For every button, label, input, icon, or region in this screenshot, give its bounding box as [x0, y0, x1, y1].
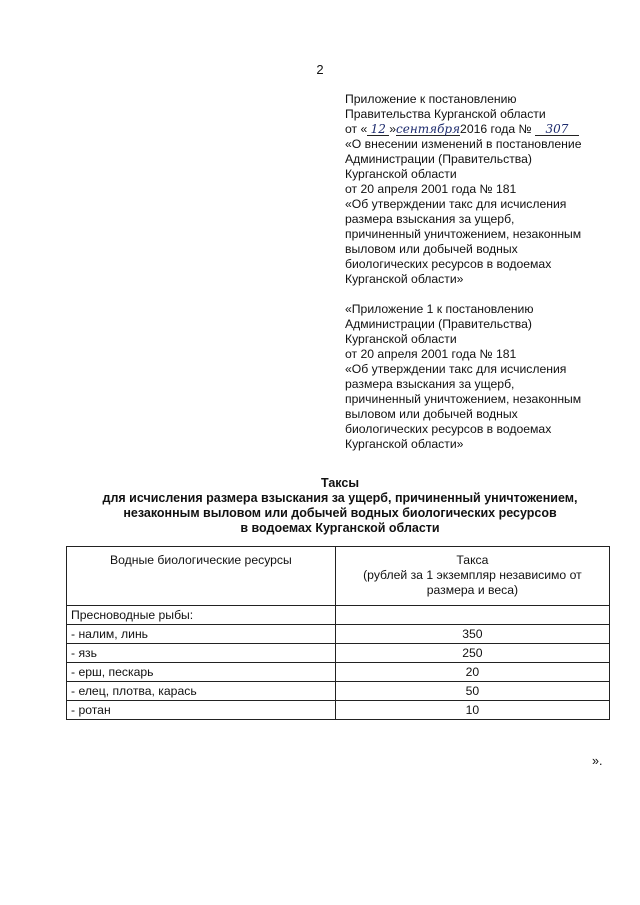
closing-quote: ».: [592, 754, 603, 768]
quoted-appendix-line: причиненный уничтожением, незаконным: [345, 392, 582, 406]
appendix-date-line: [345, 122, 615, 137]
resource-cell: Пресноводные рыбы:: [67, 606, 336, 625]
tariff-cell: 20: [335, 663, 609, 682]
table-row: [67, 644, 610, 663]
appendix-header: [345, 92, 615, 287]
tariff-cell: 10: [335, 701, 609, 720]
document-title: [60, 476, 620, 536]
table-row: [67, 701, 610, 720]
appendix-line: от 20 апреля 2001 года № 181: [345, 182, 517, 196]
appendix-line: Приложение к постановлению: [345, 92, 517, 106]
quoted-appendix-line: размера взыскания за ущерб,: [345, 377, 515, 391]
resource-cell: - елец, плотва, карась: [67, 682, 336, 701]
appendix-line: Курганской области: [345, 167, 457, 181]
header-tariff-line: (рублей за 1 экземпляр независимо от: [363, 568, 582, 582]
table-row: [67, 663, 610, 682]
title-line: незаконным выловом или добычей водных биологических ресурсов: [123, 506, 557, 520]
appendix-line: биологических ресурсов в водоемах: [345, 257, 552, 271]
header-tariff: [335, 547, 609, 606]
quoted-appendix-line: «Приложение 1 к постановлению: [345, 302, 534, 316]
quoted-appendix-line: Курганской области»: [345, 437, 464, 451]
page-number: 2: [316, 62, 324, 77]
handwritten-doc-number: 307: [535, 123, 579, 136]
table-row: [67, 682, 610, 701]
table-row: [67, 606, 610, 625]
header-resource: Водные биологические ресурсы: [67, 547, 336, 606]
tariff-cell: [335, 606, 609, 625]
tariff-cell: 50: [335, 682, 609, 701]
quoted-appendix-line: от 20 апреля 2001 года № 181: [345, 347, 517, 361]
table-row: [67, 625, 610, 644]
date-prefix: от «: [345, 122, 368, 136]
appendix-line: причиненный уничтожением, незаконным: [345, 227, 582, 241]
resource-cell: - ерш, пескарь: [67, 663, 336, 682]
header-tariff-line: Такса: [456, 553, 489, 567]
header-tariff-line: размера и веса): [426, 583, 519, 597]
quoted-appendix-line: биологических ресурсов в водоемах: [345, 422, 552, 436]
title-line: Таксы: [321, 476, 359, 490]
quoted-appendix-line: «Об утверждении такс для исчисления: [345, 362, 567, 376]
appendix-line: Курганской области»: [345, 272, 464, 286]
appendix-line: «О внесении изменений в постановление: [345, 137, 582, 151]
appendix-line: Правительства Курганской области: [345, 107, 546, 121]
title-line: в водоемах Курганской области: [240, 521, 440, 535]
resource-cell: - ротан: [67, 701, 336, 720]
tariff-cell: 350: [335, 625, 609, 644]
resource-cell: - язь: [67, 644, 336, 663]
appendix-line: размера взыскания за ущерб,: [345, 212, 515, 226]
handwritten-month: сентября: [396, 122, 461, 136]
tariff-cell: 250: [335, 644, 609, 663]
title-line: для исчисления размера взыскания за ущерб, причиненный уничтожением,: [102, 491, 578, 505]
quoted-appendix-header: [345, 302, 615, 452]
quoted-appendix-line: выловом или добычей водных: [345, 407, 518, 421]
tariff-table: [66, 546, 610, 720]
table-header-row: [67, 547, 610, 606]
handwritten-day: 12: [367, 123, 389, 136]
appendix-line: Администрации (Правительства): [345, 152, 532, 166]
appendix-line: «Об утверждении такс для исчисления: [345, 197, 567, 211]
appendix-line: выловом или добычей водных: [345, 242, 518, 256]
date-year: 2016 года №: [460, 122, 532, 136]
quoted-appendix-line: Администрации (Правительства): [345, 317, 532, 331]
date-mid: »: [389, 122, 397, 136]
resource-cell: - налим, линь: [67, 625, 336, 644]
quoted-appendix-line: Курганской области: [345, 332, 457, 346]
